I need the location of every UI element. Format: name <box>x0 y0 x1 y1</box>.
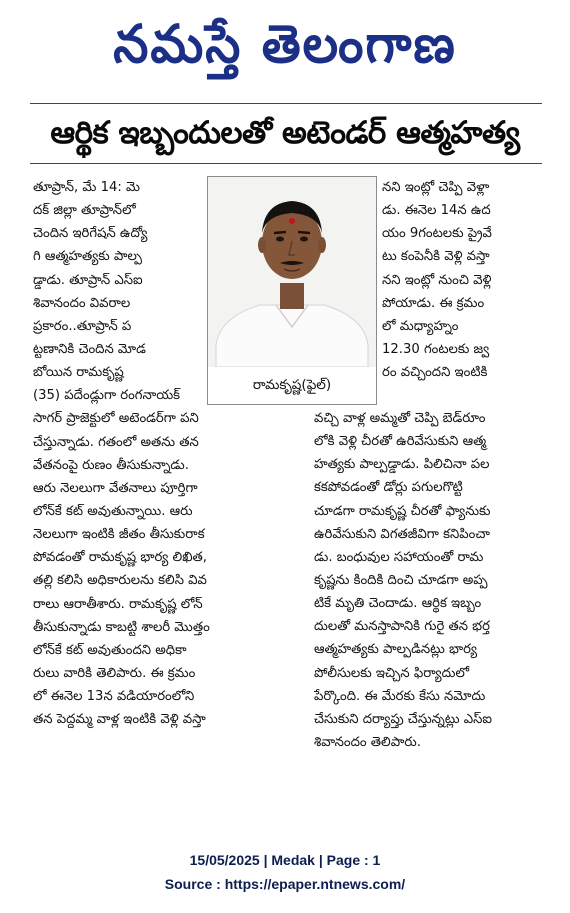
article-line: యం 9గంటలకు ప్రైవే <box>382 226 492 242</box>
article-line: తూప్రాన్, మే 14: మె <box>33 180 140 195</box>
article-line: డు. బంధువుల సహాయంతో రామ <box>314 549 484 565</box>
article-line: ఆత్మహత్యకు పాల్పడినట్లు భార్య <box>314 642 478 658</box>
article-line: లో మధ్యాహ్నం <box>382 318 459 334</box>
article-line: తల్లి కలిసి అధికారులను కలిసి వివ <box>33 573 207 589</box>
article-line: ప్రకారం..తూప్రాన్ ప <box>33 318 132 334</box>
article-line: లోన్‌కే కట్ అవుతున్నాయి. ఆరు <box>33 503 193 519</box>
article-line: డ్డాడు. తూప్రాన్ ఎస్ఐ <box>33 272 143 288</box>
article-line: పోయాడు. ఈ క్రమం <box>382 295 485 311</box>
article-line: లోకి వెళ్లి చీరతో ఉరివేసుకుని ఆత్మ <box>314 434 487 450</box>
article-line: తీసుకున్నాడు కాబట్టి శాలరీ మొత్తం <box>33 619 210 635</box>
article-line: నని ఇంట్లో నుంచి వెళ్లి <box>382 272 492 288</box>
article-column-bottom <box>314 407 546 754</box>
article-line: వచ్చి వాళ్ల అమ్మతో చెప్పి బెడ్‌రూం <box>314 411 486 426</box>
article-line: నని ఇంట్లో చెప్పి వెళ్లా <box>382 180 490 195</box>
article-line: బోయిన రామకృష్ణ <box>33 365 124 381</box>
article-line: లో ఈనెల 13న వడియారంలోని <box>33 689 195 705</box>
article-line: గి ఆత్మహత్యకు పాల్ప <box>33 249 142 265</box>
article-line: రాలు ఆరాతీశారు. రామకృష్ణ లోన్ <box>33 596 203 612</box>
newspaper-masthead: నమస్తే తెలంగాణ <box>113 12 457 75</box>
article-line: టికే మృతి చెందాడు. ఆర్థిక ఇబ్బం <box>314 596 482 612</box>
portrait-image <box>208 177 376 367</box>
article-photo <box>207 176 377 405</box>
article-line: తన పెద్దమ్మ వాళ్ల ఇంటికి వెళ్లి వస్తా <box>33 712 206 728</box>
article-line: ట్టణానికి చెందిన మోడ <box>33 341 146 357</box>
article-line: సాగర్ ప్రాజెక్టులో అటెండర్‌గా పని <box>33 411 199 427</box>
article-line: రులు వారికి తెలిపారు. ఈ క్రమం <box>33 665 196 681</box>
article-line: డు. ఈనెల 14న ఉద <box>382 203 491 219</box>
article-line: చెందిన ఇరిగేషన్ ఉద్యో <box>33 226 148 242</box>
article-line: దక్ జిల్లా తూప్రాన్‌లో <box>33 203 136 219</box>
article-line: (35) పదేండ్లుగా రంగనాయక్ <box>33 388 181 404</box>
article-line: వేతనంపై రుణం తీసుకున్నాడు. <box>33 457 189 473</box>
article-line: నెలలుగా ఇంటికి జీతం తీసుకురాక <box>33 527 205 543</box>
article-line: టు కంపెనీకి వెళ్లి వస్తా <box>382 249 490 265</box>
article-line: హత్యకు పాల్పడ్డాడు. పిలిచినా పల <box>314 457 490 473</box>
article-line: ఉరివేసుకుని విగతజీవిగా కనిపించా <box>314 526 490 542</box>
article-line: పోలీసులకు ఇచ్చిన ఫిర్యాదులో <box>314 665 470 681</box>
article-line: చేస్తున్నాడు. గతంలో అతను తన <box>33 434 199 450</box>
article-line: పోవడంతో రామకృష్ణ భార్య లిఖిత, <box>33 550 208 566</box>
photo-caption: రామకృష్ణ(ఫైల్) <box>208 367 376 404</box>
article-line: పేర్కొంది. ఈ మేరకు కేసు నమోదు <box>314 688 486 704</box>
article-line: చూడగా రామకృష్ణ చీరతో ఫ్యానుకు <box>314 503 491 519</box>
article-line: శివానందం వివరాల <box>33 295 131 311</box>
article-line: రం వచ్చిందని ఇంటికి <box>382 365 488 381</box>
article-column-right <box>382 176 545 384</box>
masthead-divider <box>30 103 542 104</box>
footer-source-line: Source : https://epaper.ntnews.com/ <box>164 876 406 892</box>
article-line: కకపోవడంతో డోర్లు పగులగొట్టి <box>314 480 463 496</box>
footer-date-line: 15/05/2025 | Medak | Page : 1 <box>189 852 381 868</box>
article-line: ఆరు నెలలుగా వేతనాలు పూర్తిగా <box>33 480 198 496</box>
article-line: లోన్‌కే కట్ అవుతుందని అధికా <box>33 642 187 658</box>
article-headline: ఆర్థిక ఇబ్బందులతో అటెండర్ ఆత్మహత్య <box>50 115 520 151</box>
article-line: శివానందం తెలిపారు. <box>314 734 421 750</box>
article-line: 12.30 గంటలకు జ్వ <box>382 341 490 357</box>
article-line: దులతో మనస్తాపానికి గురై తన భర్త <box>314 619 490 635</box>
headline-divider <box>30 163 542 164</box>
article-line: చేసుకుని దర్యాప్తు చేస్తున్నట్లు ఎస్ఐ <box>314 711 492 727</box>
article-line: కృష్ణను కిందికి దించి చూడగా అప్ప <box>314 572 488 588</box>
